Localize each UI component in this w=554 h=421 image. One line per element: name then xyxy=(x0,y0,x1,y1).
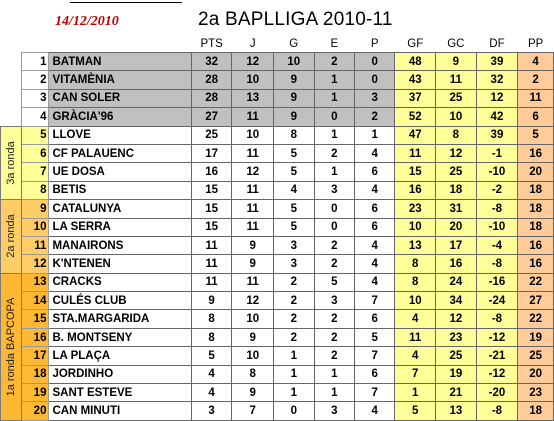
team-name-cell: SANT ESTEVE xyxy=(49,384,191,402)
p-cell: 4 xyxy=(355,402,395,420)
gc-cell: 18 xyxy=(436,181,477,199)
team-name-cell: LA PLAÇA xyxy=(49,347,191,365)
team-name-cell: LA SERRA xyxy=(49,218,191,236)
gf-cell: 8 xyxy=(395,273,436,291)
j-cell: 11 xyxy=(232,273,274,291)
df-cell: -8 xyxy=(476,200,518,218)
col-header-pp: PP xyxy=(527,38,544,50)
gc-cell: 10 xyxy=(436,108,477,126)
pts-cell: 28 xyxy=(191,89,232,107)
gf-cell: 10 xyxy=(395,218,436,236)
pp-cell: 16 xyxy=(518,255,554,273)
pts-cell: 11 xyxy=(191,273,232,291)
g-cell: 9 xyxy=(274,71,315,89)
pts-cell: 8 xyxy=(191,328,232,346)
p-cell: 1 xyxy=(355,126,395,144)
p-cell: 7 xyxy=(355,347,395,365)
pp-cell: 18 xyxy=(518,181,554,199)
e-cell: 2 xyxy=(314,236,354,254)
e-cell: 1 xyxy=(314,71,354,89)
e-cell: 0 xyxy=(314,200,354,218)
g-cell: 2 xyxy=(274,292,315,310)
e-cell: 1 xyxy=(314,89,354,107)
table-row xyxy=(1,402,554,420)
team-name-cell: UE DOSA xyxy=(49,163,191,181)
j-cell: 12 xyxy=(232,53,274,71)
table-row xyxy=(1,328,554,346)
team-name-cell: LLOVE xyxy=(49,126,191,144)
g-cell: 2 xyxy=(274,328,315,346)
gc-cell: 31 xyxy=(436,200,477,218)
pts-cell: 11 xyxy=(191,255,232,273)
p-cell: 6 xyxy=(355,365,395,383)
date-label: 14/12/2010 xyxy=(55,14,119,29)
table-row xyxy=(1,108,554,126)
df-cell: -10 xyxy=(476,218,518,236)
position-cell: 4 xyxy=(21,108,49,126)
g-cell: 1 xyxy=(274,347,315,365)
j-cell: 11 xyxy=(232,218,274,236)
p-cell: 4 xyxy=(355,255,395,273)
gc-cell: 21 xyxy=(436,384,477,402)
df-cell: -21 xyxy=(476,347,518,365)
zone-band xyxy=(1,273,22,420)
p-cell: 0 xyxy=(355,71,395,89)
e-cell: 3 xyxy=(314,292,354,310)
position-cell: 16 xyxy=(21,328,49,346)
p-cell: 6 xyxy=(355,163,395,181)
zone-band xyxy=(1,53,22,127)
p-cell: 6 xyxy=(355,310,395,328)
team-name-cell: CULÉS CLUB xyxy=(49,292,191,310)
zone-band xyxy=(1,126,22,200)
gf-cell: 8 xyxy=(395,255,436,273)
position-cell: 6 xyxy=(21,144,49,162)
gf-cell: 4 xyxy=(395,310,436,328)
position-cell: 12 xyxy=(21,255,49,273)
p-cell: 5 xyxy=(355,328,395,346)
gf-cell: 23 xyxy=(395,200,436,218)
df-cell: 42 xyxy=(476,108,518,126)
table-row xyxy=(1,310,554,328)
table-header-row xyxy=(1,36,554,53)
pp-cell: 18 xyxy=(518,218,554,236)
table-row xyxy=(1,236,554,254)
table-row xyxy=(1,200,554,218)
e-cell: 2 xyxy=(314,255,354,273)
g-cell: 0 xyxy=(274,402,315,420)
gc-cell: 25 xyxy=(436,347,477,365)
pts-cell: 9 xyxy=(191,292,232,310)
team-name-cell: CRACKS xyxy=(49,273,191,291)
table-row xyxy=(1,71,554,89)
gc-cell: 12 xyxy=(436,310,477,328)
gf-cell: 16 xyxy=(395,181,436,199)
j-cell: 12 xyxy=(232,163,274,181)
table-row xyxy=(1,255,554,273)
gc-cell: 20 xyxy=(436,218,477,236)
gf-cell: 52 xyxy=(395,108,436,126)
gc-cell: 13 xyxy=(436,402,477,420)
df-cell: -2 xyxy=(476,181,518,199)
position-cell: 3 xyxy=(21,89,49,107)
pp-cell: 22 xyxy=(518,310,554,328)
e-cell: 0 xyxy=(314,108,354,126)
table-row xyxy=(1,144,554,162)
g-cell: 5 xyxy=(274,218,315,236)
df-cell: -24 xyxy=(476,292,518,310)
gf-cell: 11 xyxy=(395,144,436,162)
g-cell: 5 xyxy=(274,163,315,181)
df-cell: -8 xyxy=(476,310,518,328)
p-cell: 4 xyxy=(355,236,395,254)
pp-cell: 5 xyxy=(518,126,554,144)
pp-cell: 20 xyxy=(518,365,554,383)
position-cell: 7 xyxy=(21,163,49,181)
team-name-cell: STA.MARGARIDA xyxy=(49,310,191,328)
gf-cell: 43 xyxy=(395,71,436,89)
g-cell: 10 xyxy=(274,53,315,71)
g-cell: 2 xyxy=(274,310,315,328)
pp-cell: 25 xyxy=(518,347,554,365)
g-cell: 3 xyxy=(274,255,315,273)
e-cell: 2 xyxy=(314,144,354,162)
pp-cell: 4 xyxy=(518,53,554,71)
position-cell: 1 xyxy=(21,53,49,71)
position-cell: 5 xyxy=(21,126,49,144)
e-cell: 3 xyxy=(314,181,354,199)
position-cell: 2 xyxy=(21,71,49,89)
gc-cell: 9 xyxy=(436,53,477,71)
gf-cell: 7 xyxy=(395,365,436,383)
pts-cell: 3 xyxy=(191,402,232,420)
team-name-cell: GRÀCIA'96 xyxy=(49,108,191,126)
df-cell: -16 xyxy=(476,273,518,291)
gf-cell: 11 xyxy=(395,328,436,346)
e-cell: 1 xyxy=(314,365,354,383)
pp-cell: 27 xyxy=(518,292,554,310)
gc-cell: 25 xyxy=(436,89,477,107)
pts-cell: 32 xyxy=(191,53,232,71)
gf-cell: 10 xyxy=(395,292,436,310)
gc-cell: 23 xyxy=(436,328,477,346)
position-cell: 19 xyxy=(21,384,49,402)
col-header-j: J xyxy=(249,38,256,50)
gc-cell: 19 xyxy=(436,365,477,383)
position-cell: 13 xyxy=(21,273,49,291)
gf-cell: 37 xyxy=(395,89,436,107)
zone-band xyxy=(1,200,22,274)
pts-cell: 25 xyxy=(191,126,232,144)
team-name-cell: MANAIRONS xyxy=(49,236,191,254)
j-cell: 10 xyxy=(232,126,274,144)
pp-cell: 19 xyxy=(518,328,554,346)
j-cell: 10 xyxy=(232,71,274,89)
g-cell: 1 xyxy=(274,384,315,402)
pp-cell: 20 xyxy=(518,163,554,181)
pp-cell: 18 xyxy=(518,402,554,420)
page-title: 2a BAPLLIGA 2010-11 xyxy=(198,9,393,30)
e-cell: 3 xyxy=(314,402,354,420)
team-name-cell: CATALUNYA xyxy=(49,200,191,218)
gf-cell: 15 xyxy=(395,163,436,181)
gc-cell: 16 xyxy=(436,255,477,273)
table-row xyxy=(1,53,554,71)
e-cell: 2 xyxy=(314,53,354,71)
df-cell: -8 xyxy=(476,255,518,273)
j-cell: 13 xyxy=(232,89,274,107)
gc-cell: 17 xyxy=(436,236,477,254)
pts-cell: 16 xyxy=(191,163,232,181)
p-cell: 6 xyxy=(355,218,395,236)
df-cell: 39 xyxy=(476,126,518,144)
g-cell: 9 xyxy=(274,89,315,107)
g-cell: 9 xyxy=(274,108,315,126)
g-cell: 3 xyxy=(274,236,315,254)
team-name-cell: CAN MINUTI xyxy=(49,402,191,420)
df-cell: -4 xyxy=(476,236,518,254)
team-name-cell: VITAMÈNIA xyxy=(49,71,191,89)
gf-cell: 48 xyxy=(395,53,436,71)
col-header-e: E xyxy=(330,38,339,50)
position-cell: 8 xyxy=(21,181,49,199)
table-row xyxy=(1,163,554,181)
gc-cell: 11 xyxy=(436,71,477,89)
j-cell: 11 xyxy=(232,144,274,162)
position-cell: 14 xyxy=(21,292,49,310)
df-cell: -12 xyxy=(476,328,518,346)
pts-cell: 4 xyxy=(191,365,232,383)
df-cell: 32 xyxy=(476,71,518,89)
gf-cell: 13 xyxy=(395,236,436,254)
e-cell: 2 xyxy=(314,310,354,328)
e-cell: 5 xyxy=(314,273,354,291)
pts-cell: 15 xyxy=(191,181,232,199)
j-cell: 12 xyxy=(232,292,274,310)
e-cell: 1 xyxy=(314,384,354,402)
pp-cell: 2 xyxy=(518,71,554,89)
p-cell: 4 xyxy=(355,273,395,291)
j-cell: 11 xyxy=(232,200,274,218)
table-row xyxy=(1,292,554,310)
zone-label: 1a ronda BAPCOPA xyxy=(4,297,17,397)
j-cell: 10 xyxy=(232,347,274,365)
e-cell: 2 xyxy=(314,328,354,346)
position-cell: 11 xyxy=(21,236,49,254)
table-row xyxy=(1,273,554,291)
pts-cell: 27 xyxy=(191,108,232,126)
table-row xyxy=(1,181,554,199)
df-cell: -10 xyxy=(476,163,518,181)
zone-label: 3a ronda xyxy=(4,141,17,185)
df-cell: 39 xyxy=(476,53,518,71)
gc-cell: 8 xyxy=(436,126,477,144)
col-header-p: P xyxy=(370,38,379,50)
j-cell: 7 xyxy=(232,402,274,420)
pp-cell: 6 xyxy=(518,108,554,126)
pts-cell: 15 xyxy=(191,218,232,236)
position-cell: 18 xyxy=(21,365,49,383)
team-name-cell: JORDINHO xyxy=(49,365,191,383)
p-cell: 2 xyxy=(355,108,395,126)
pp-cell: 18 xyxy=(518,200,554,218)
table-row xyxy=(1,347,554,365)
df-cell: 12 xyxy=(476,89,518,107)
j-cell: 9 xyxy=(232,328,274,346)
p-cell: 7 xyxy=(355,384,395,402)
col-header-gc: GC xyxy=(447,38,465,50)
team-name-cell: B. MONTSENY xyxy=(49,328,191,346)
j-cell: 11 xyxy=(232,108,274,126)
pts-cell: 11 xyxy=(191,236,232,254)
pp-cell: 16 xyxy=(518,236,554,254)
e-cell: 1 xyxy=(314,163,354,181)
p-cell: 4 xyxy=(355,144,395,162)
col-header-gf: GF xyxy=(407,38,424,50)
j-cell: 8 xyxy=(232,365,274,383)
pp-cell: 16 xyxy=(518,144,554,162)
df-cell: -1 xyxy=(476,144,518,162)
position-cell: 20 xyxy=(21,402,49,420)
pp-cell: 22 xyxy=(518,273,554,291)
e-cell: 2 xyxy=(314,347,354,365)
gf-cell: 5 xyxy=(395,402,436,420)
p-cell: 6 xyxy=(355,200,395,218)
table-row xyxy=(1,384,554,402)
g-cell: 4 xyxy=(274,181,315,199)
team-name-cell: CF PALAUENC xyxy=(49,144,191,162)
g-cell: 8 xyxy=(274,126,315,144)
gc-cell: 34 xyxy=(436,292,477,310)
position-cell: 17 xyxy=(21,347,49,365)
p-cell: 3 xyxy=(355,89,395,107)
pts-cell: 5 xyxy=(191,347,232,365)
team-name-cell: BETIS xyxy=(49,181,191,199)
standings-table xyxy=(0,36,554,421)
gf-cell: 4 xyxy=(395,347,436,365)
df-cell: -8 xyxy=(476,402,518,420)
e-cell: 1 xyxy=(314,126,354,144)
gc-cell: 12 xyxy=(436,144,477,162)
j-cell: 11 xyxy=(232,181,274,199)
p-cell: 7 xyxy=(355,292,395,310)
team-name-cell: BATMAN xyxy=(49,53,191,71)
p-cell: 0 xyxy=(355,53,395,71)
df-cell: -20 xyxy=(476,384,518,402)
j-cell: 9 xyxy=(232,236,274,254)
j-cell: 9 xyxy=(232,384,274,402)
j-cell: 10 xyxy=(232,310,274,328)
pts-cell: 8 xyxy=(191,310,232,328)
position-cell: 15 xyxy=(21,310,49,328)
gf-cell: 47 xyxy=(395,126,436,144)
col-header-pts: PTS xyxy=(200,38,223,50)
zone-label: 2a ronda xyxy=(4,214,17,259)
team-name-cell: K'NTENEN xyxy=(49,255,191,273)
pts-cell: 4 xyxy=(191,384,232,402)
pp-cell: 11 xyxy=(518,89,554,107)
position-cell: 10 xyxy=(21,218,49,236)
g-cell: 1 xyxy=(274,365,315,383)
pts-cell: 17 xyxy=(191,144,232,162)
df-cell: -12 xyxy=(476,365,518,383)
col-header-df: DF xyxy=(489,38,505,50)
g-cell: 5 xyxy=(274,200,315,218)
table-row xyxy=(1,126,554,144)
pts-cell: 15 xyxy=(191,200,232,218)
p-cell: 4 xyxy=(355,181,395,199)
gf-cell: 1 xyxy=(395,384,436,402)
gc-cell: 25 xyxy=(436,163,477,181)
table-row xyxy=(1,218,554,236)
table-row xyxy=(1,89,554,107)
g-cell: 5 xyxy=(274,144,315,162)
pp-cell: 23 xyxy=(518,384,554,402)
table-row xyxy=(1,365,554,383)
header-rule xyxy=(70,2,182,3)
team-name-cell: CAN SOLER xyxy=(49,89,191,107)
position-cell: 9 xyxy=(21,200,49,218)
col-header-g: G xyxy=(289,38,299,50)
e-cell: 0 xyxy=(314,218,354,236)
pts-cell: 28 xyxy=(191,71,232,89)
g-cell: 2 xyxy=(274,273,315,291)
gc-cell: 24 xyxy=(436,273,477,291)
j-cell: 9 xyxy=(232,255,274,273)
